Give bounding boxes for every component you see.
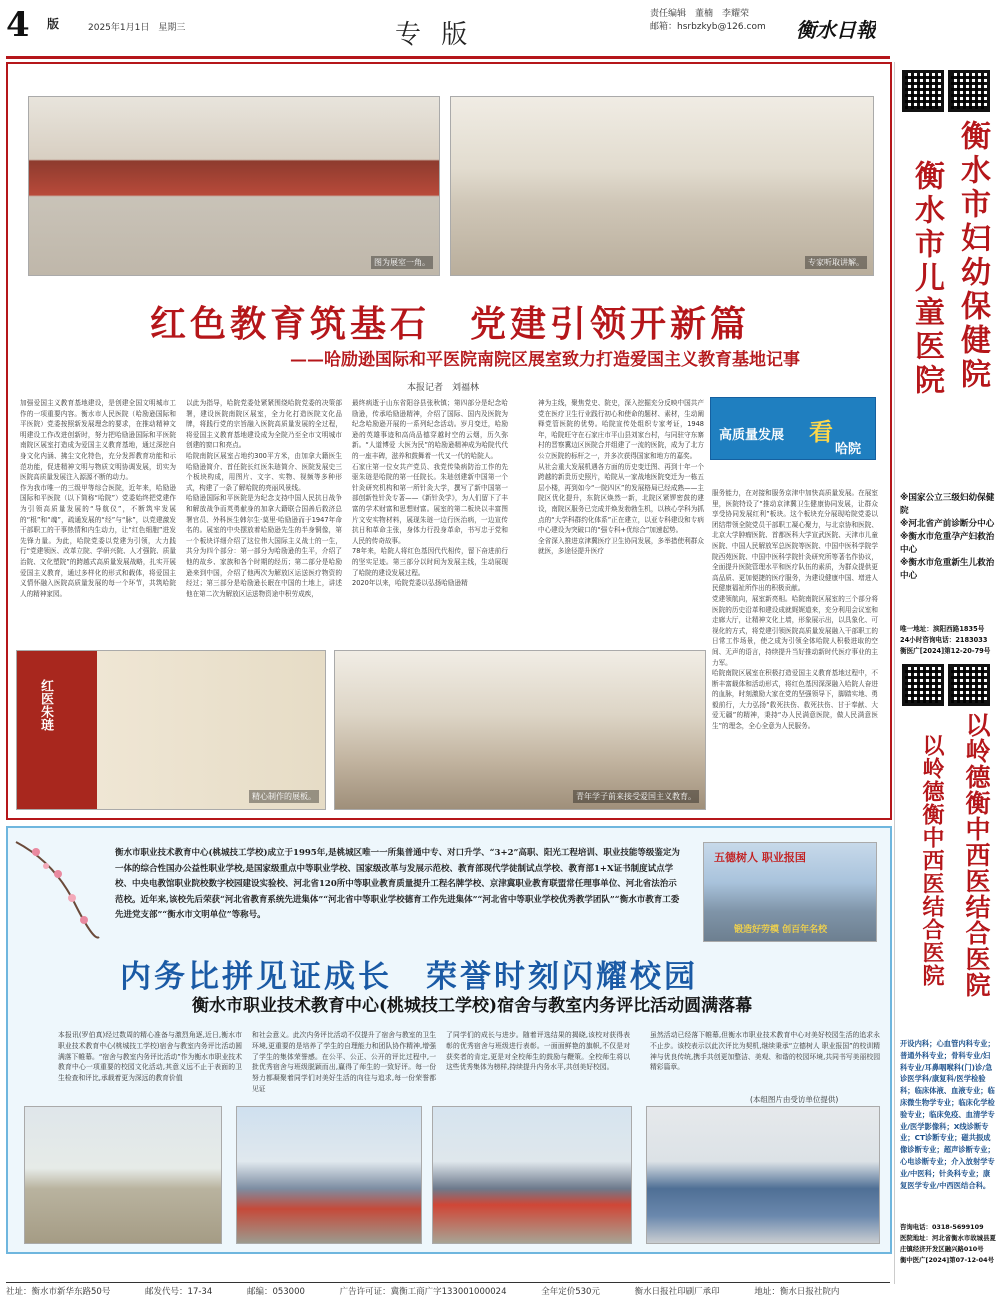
photo-caption: 图为展室一角。 (371, 256, 433, 269)
article-2-subtitle: 衡水市职业技术教育中心(桃城技工学校)宿舍与教室内务评比活动圆满落幕 (192, 996, 753, 1016)
qr-code-icon (948, 664, 990, 706)
ad-list-item: ※国家公立三级妇幼保健院 (900, 493, 995, 516)
ad-1-contact (900, 624, 996, 657)
editor-email: 邮箱：hsrbzkyb@126.com (650, 22, 766, 32)
paragraph: 哈院南院区展室占地约300平方米，由加拿大籍医生哈励逊简介、首任院长红医朱琏简介、医院发展史三个板块构成，用图片、文字、实物、视频等多种形式，构建了一条了解哈院的亮丽风景线。 (186, 451, 342, 492)
paragraph: 石家庄第一位女共产党员、我党传染病防治工作的先驱朱琏是哈院的第一任院长。朱琏创建新中国第一个针灸研究机构和第一所针灸大学，撰写了新中国第一部创新性针灸专著——《新针灸学》，为人们留下了丰富的学术财富和思想财富。展室的第二板块以丰富图片文安实物材料，展现朱琏一边行医治病，一边宣传抗日和革命主张，身体力行投身革命，书写忠于党和人民的传奇故事。 (352, 462, 508, 545)
ad-list-item: ※衡水市危重孕产妇救治中心 (900, 532, 995, 555)
photo-young-students (334, 650, 706, 810)
photo-classroom (24, 1106, 222, 1244)
paragraph: 78年来，哈院人将红色基因代代相传，留下奋进前行的坚实足迹。第三部分以时间为发展主线，生动展现了哈院的建设发展过程。 (352, 547, 508, 577)
photo-caption: 专家听取讲解。 (805, 256, 867, 269)
page-number: 4 (6, 8, 30, 42)
ad-license: 衡中医广[2024]第07-12-04号 (900, 1256, 994, 1264)
qr-code-icon (902, 664, 944, 706)
photo-experts-listening (450, 96, 874, 276)
qr-code-icon (948, 70, 990, 112)
paragraph: 党建领航向，展室新亮相。哈院南院区展室的三个部分将医院的历史沿革和建设成就娓娓道来，充分利用会议室和走廊大厅，让精神文化上墙，形象展示出，以具象化、可视化的方式，将党建引领医院高质量发展融入干部职工的日常工作场景，使之成为引领全体哈院人积极进取的空间、无声的语言，持续提升当好推动新时代医疗事业的主力军。 (712, 594, 878, 667)
plum-branch-icon (14, 832, 104, 942)
ad-1-list (900, 492, 996, 583)
issue-date: 2025年1月1日 星期三 (88, 23, 186, 33)
ad-1-title-a: 衡水市妇幼保健院 (955, 120, 990, 392)
photo-caption: 青年学子前来接受爱国主义教育。 (573, 790, 699, 803)
photo-exhibition-panels (16, 650, 326, 810)
paragraph: 2020年以来，哈院党委以弘扬哈励逊精 (352, 579, 468, 588)
photo-group-banners (432, 1106, 632, 1244)
page-suffix: 版 (47, 17, 60, 31)
qr-code-icon (902, 70, 944, 112)
page-footer (6, 1282, 890, 1297)
ad-address: 唯一地址：滨阳西路1835号 (900, 625, 985, 633)
footer-postcode-issue: 邮发代号：17-34 (145, 1287, 213, 1297)
ad-2-title-b: 以岭德衡中西医结合医院 (919, 734, 945, 987)
photo-exhibition-hall (28, 96, 440, 276)
article-1-subtitle: ——哈励逊国际和平医院南院区展室致力打造爱国主义教育基地记事 (290, 350, 800, 370)
article-1-column-1 (20, 398, 176, 643)
footer-zip: 邮编：053000 (246, 1287, 305, 1297)
promo-text: 高质量发展 (719, 428, 785, 443)
photo-caption: 精心制作的展板。 (249, 790, 319, 803)
article-1-title: 红色教育筑基石 党建引领开新篇 (149, 303, 750, 345)
footer-printer-address: 地址：衡水日报社院内 (754, 1287, 840, 1297)
promo-text: 看 (809, 418, 833, 446)
photo-credit: (本组图片由受访单位提供) (750, 1095, 839, 1104)
article-2-intro: 衡水市职业技术教育中心(桃城技工学校)成立于1995年,是桃城区唯一一所集普通中专、对口升学、“3+2”高职、阳光工程培训、职业技能等级鉴定为一体的综合性国办公益性职业学校,是国家级重点中等职业学校、国家级改革与发展示范校、教育部现代学徒制试点学校、教育部1+X证书制度试点学校、中央电教馆职业院校数字校园建设实验校、河北省120所中等职业教育质量提升工程名牌学校、京津冀职业教育联盟常任理事单位、河北省法治示范校。近年来,该校先后荣获“河北省教育系统先进集体”“河北省中等职业学校德育工作先进集体”“河北省中等职业学校优秀教学团队”“衡水市教育工委先进党支部”“衡水市文明单位”等称号。 (115, 848, 680, 921)
paragraph: 加强爱国主义教育基地建设，是创建全国文明城市工作的一项重要内容。衡水市人民医院（哈励逊国际和平医院）党委按照新发展理念的要求，在推动精神文明建设工作改进创新时，努力把哈励逊国际和平医院南院区展室打造成为爱国主义教育基地，通过深挖自身文化内涵、拂尘文化特色，充分发挥教育功能和示范功能，促进精神文明与物质文明协调发展，切实为医院高质量发展注入源源不断的动力。 (20, 399, 176, 482)
photo-dormitory (646, 1106, 880, 1244)
editor-info (650, 8, 780, 34)
photo-school-sign (703, 842, 877, 942)
article-2-column-4: 虽然活动已经落下帷幕,但衡水市职业技术教育中心对美好校园生活的追求永不止步。该校表示以此次评比为契机,继续秉承“立德树人 职业报国”的校训精神与优良传统,携手共创更加整洁、美观、和谐的校园环境,共同书写美丽校园精彩篇章。 (650, 1031, 880, 1072)
paragraph: 全省深入推进京津冀医疗卫生协同发展，多举措使利群众就医，多途径提升医疗 (538, 536, 704, 556)
ad-phone: 24小时咨询电话：2183033 (900, 636, 988, 644)
header-rule (6, 56, 890, 59)
footer-address: 社址：衡水市新华东路50号 (6, 1287, 111, 1297)
article-1-column-3 (352, 398, 508, 643)
paragraph: 作为我市唯一的三级甲等综合医院，近年来，哈励逊国际和平医院（以下简称“哈院”）党委始终把党建作为引领高质量发展的“导航仪”，不断筑牢发展的“根”和“魂”，疏通发展的“经”与“脉”，以党建激发干部职工的干事热情和内生动力，让“红色细胞”进发先锋力量。为此，哈院党委以党建为引领，大力践行“党建领医、改革立院、学研兴院、人才强院、质量治院、文化塑院”的跨越式高质量发展战略，扎实开展爱国主义教育，通过多样化的形式和载体，将爱国主义情怀融入医院高质量发展的每一个环节，共筑哈院人的精神家园。 (20, 483, 176, 598)
paragraph: 服务能力，在对接和服务京津中加快高质量发展。在展室里，医院特设了“推动京津冀卫生健康协同发展，让群众享受协同发展红利”板块。这个板块充分展现哈院党委以团结带领全院党员干部职工凝心聚力，与北京协和医院、北京大学肿瘤医院、首都医科大学宣武医院、天津市儿童医院、中国人民解放军总医院等医院、中国中医科学院学院西苑医院、中国中医科学院针灸研究所等著名作协议，全面提升医院管理水平和医疗队伍的素质，为群众提供更高品质、更加便捷的医疗服务，为建设健康中国、增进人民健康福祉所作出的积极贡献。 (712, 489, 878, 593)
article-2-title: 内务比拼见证成长 荣誉时刻闪耀校园 (120, 959, 698, 995)
panel-title: 红医朱琏 (38, 679, 53, 731)
promo-badge (710, 397, 876, 460)
ad-2-contact (900, 1222, 996, 1266)
newspaper-logo: 衡水日報 (796, 18, 876, 42)
footer-price: 全年定价530元 (541, 1287, 600, 1297)
article-1-byline: 本报记者 刘福林 (407, 383, 480, 393)
ad-list-item: ※河北省产前诊断分中心 (900, 519, 995, 529)
footer-printer: 衡水日报社印刷厂承印 (634, 1287, 720, 1297)
sign-slogan: 五德树人 职业报国 (714, 851, 806, 864)
section-title: 专 版 (395, 20, 474, 50)
sign-subslogan: 锻造好劳模 创百年名校 (734, 925, 828, 935)
article-2-column-3: 了同学们的成长与进步。随着评选结果的揭晓,该校对获得表彰的优秀宿舍与班级进行表彰。一面面鲜艳的旗帜,不仅是对获奖者的肯定,更是对全校师生的鼓励与鞭策。全校师生将以这些优秀集体为榜样,持续提升内务水平,共创美好校园。 (446, 1031, 630, 1072)
paragraph: 从社会重大发展机遇各方面的历史变迁图、再到十年一个跨越的新贵历史照片，哈院从一家战地医院变迁为一栋五层小楼，再到如今“一院四区”的发展格局已经成熟——主院区优化提升，东院区焕然一新，北院区紧锣密鼓的建设，南院区服务已完成并焕发勃勃生机，以核心学科为抓点的“大学科群约化体系”正在建立，以亚专科建设和专病中心建设为突破口的“强专科+优综合”加速起势。 (538, 462, 704, 535)
photo-award-ceremony (236, 1106, 422, 1244)
plum-blossom-decoration (14, 832, 104, 942)
ad-address: 医院地址：河北省衡水市故城县夏庄镇经济开发区融兴路010号 (900, 1234, 996, 1253)
article-1-column-4 (538, 398, 704, 643)
paragraph: 神为主线，聚焦党史、院史，深入挖掘充分反映中国共产党在医疗卫生行业践行初心和使命的题材、素材，生动阐释党管医院的优势。哈院宣传处组织专家考证，1948年，哈院旺守在石家庄市平山县刘家台村，与同驻守东寨村的晋察冀边区医院合并组建了一流的医院，成为了北方公立医院的标杆之一，并多次获得国家和地方的嘉奖。 (538, 399, 704, 460)
paragraph: 哈励逊国际和平医院是为纪念支持中国人民抗日战争和解放战争而英勇献身的加拿大籍联合国善后救济总署官员、外科医生韩尔生·莫里·哈励逊而于1947年命名的。展室的中央摆放着哈励逊先生的半身铜像，第一个板块详细介绍了这位伟大国际主义战士的一生，共分为四个部分：第一部分为哈励逊的生平，介绍了他的故乡、家族和各个时期的经历；第二部分是哈励逊来到中国，介绍了他两次为解放区运送医疗物资的经过；第三部分是哈励逊长眠在中国的土地上，讲述他在第二次为解放区运送物资途中积劳成疾， (186, 494, 342, 598)
article-2-column-1: 本报讯(罗伯真)经过数周的精心准备与激烈角逐,近日,衡水市职业技术教育中心(桃城技工学校)宿舍与教室内务评比活动圆满落下帷幕。“宿舍与教室内务评比活动”作为衡水市职业技术教育中心一项重要的校园文化活动,其意义远不止于表面的卫生检查和评比,承载着更为深远的教育价值 (58, 1031, 242, 1083)
footer-ad-license: 广告许可证：冀衡工商广字133001000024 (339, 1287, 507, 1297)
article-1-column-2 (186, 398, 342, 643)
ad-2-title-a: 以岭德衡中西医结合医院 (962, 712, 991, 998)
ad-1-title-b: 衡水市儿童医院 (909, 160, 944, 398)
paragraph: 哈院南院区展室在积极打造爱国主义教育基地过程中，不断丰富载体和活动形式，将红色基因深深融入哈院人奋进的血脉，时刻激励大家在党的坚强领导下，脚踏实地、勇毅前行，大力弘扬“救死扶伤、救死扶伤、甘于奉献、大爱无疆”的精神，秉持“办人民满意医院，做人民满意医生”的理念，全心全意为人民服务。 (712, 669, 878, 731)
article-2-column-2: 和社会意义。此次内务评比活动不仅提升了宿舍与教室的卫生环境,更重要的是培养了学生的自理能力和团队协作精神,增强了学生的集体荣誉感。在公平、公正、公开的评比过程中,一批优秀宿舍与班级脱颖而出,赢得了师生的一致好评。每一份努力都凝聚着同学们对美好生活的向往与追求,每一份荣誉都见证 (252, 1031, 436, 1093)
paragraph: 以此为指导，哈院党委处紧紧围绕哈院党委的决策部署，建设医院南院区展室，全力化打造医院文化品牌，将践行党的宗旨融入医院高质量发展的全过程，将爱国主义教育基地建设成为全院乃至全市文明城市创建的窗口和亮点。 (186, 399, 342, 450)
ad-phone: 咨询电话：0318-5699109 (900, 1223, 984, 1231)
paragraph: 最终病逝于山东省阳谷县张秋镇；第四部分是纪念哈励逊，传承哈励逊精神，介绍了国际、国内及医院为纪念哈励逊开展的一系列纪念活动。岁月变迁，哈励逊的英雄事迹和高尚品德穿越时空的云烟，历久弥新。“人道博爱 大医为民”的哈励逊精神成为哈院代代的一座丰碑，滋养和鼓舞着一代又一代的哈院人。 (352, 399, 508, 460)
promo-text: 哈院 (835, 442, 862, 457)
ad-2-services: 开设内科；心血管内科专业；普通外科专业；骨科专业/妇科专业/耳鼻咽喉科(门)诊/急诊医学科/康复科/医学检验科；临床体液、血液专业；临床微生物学专业；临床化学检验专业；临床免疫、血清学专业/医学影像科；X线诊断专业；CT诊断专业；磁共振成像诊断专业；超声诊断专业；心电诊断专业；介入放射学专业/中医科；针灸科专业；康复医学专业/中西医结合科。 (900, 1039, 995, 1190)
ad-license: 衡医广[2024]第12-20-79号 (900, 647, 991, 655)
article-1-column-5 (712, 488, 878, 812)
editors: 责任编辑 董楠 李耀荣 (650, 9, 750, 19)
ad-list-item: ※衡水市危重新生儿救治中心 (900, 558, 995, 581)
